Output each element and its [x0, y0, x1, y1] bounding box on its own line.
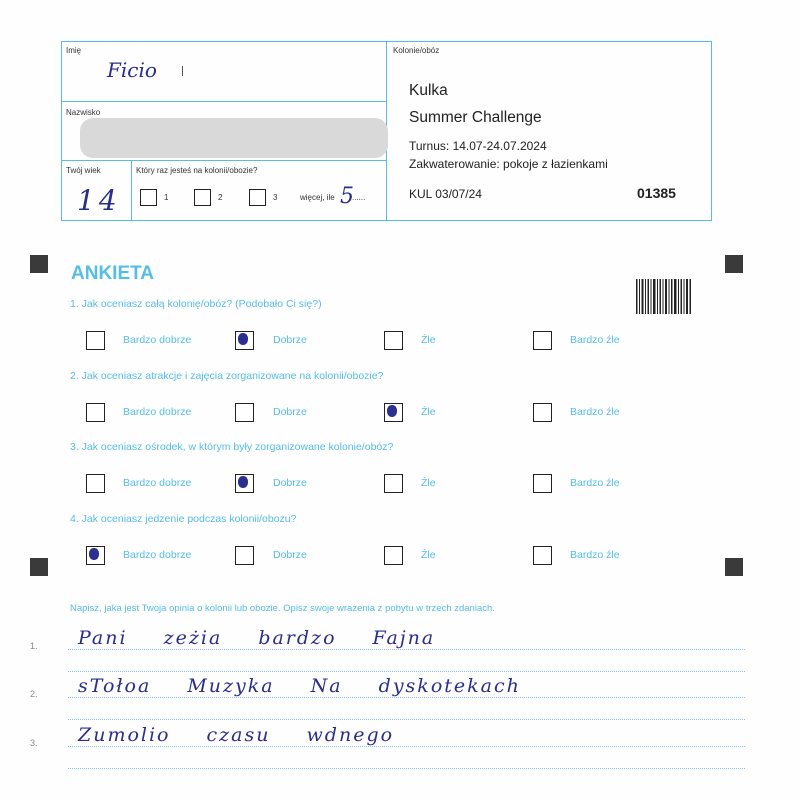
- question-2-text: 2. Jak oceniasz atrakcje i zajęcia zorganizowane na kolonii/obozie?: [70, 370, 384, 382]
- question-3-option-3-checkbox[interactable]: [384, 474, 403, 493]
- wiek-label: Twój wiek: [66, 166, 101, 175]
- wiecej-dots: ......: [352, 193, 366, 202]
- wiek-value: 14: [77, 184, 121, 217]
- opinion-line-1-number: 1.: [30, 641, 38, 651]
- visit-option-3-label: 3: [273, 193, 278, 202]
- opinion-line-3-dotted-rule: [68, 746, 745, 747]
- question-1-option-1-label: Bardzo dobrze: [123, 334, 192, 346]
- camp-name-1: Kulka: [409, 82, 448, 99]
- question-4-option-3-label: Źle: [421, 549, 436, 561]
- opinion-prompt: Napisz, jaka jest Twoja opinia o kolonii lub obozie. Opisz swoje wrażenia z pobytu w trzech zdaniach.: [70, 603, 495, 614]
- opinion-line-2-number: 2.: [30, 689, 38, 699]
- question-1-option-4-checkbox[interactable]: [533, 331, 552, 350]
- visit-option-3-checkbox[interactable]: [249, 189, 266, 206]
- question-3-option-4-label: Bardzo źle: [570, 477, 620, 489]
- visit-option-2-label: 2: [218, 193, 223, 202]
- header-divider-3: [131, 160, 132, 221]
- question-4-option-4-label: Bardzo źle: [570, 549, 620, 561]
- imie-label: Imię: [66, 46, 82, 55]
- question-1-text: 1. Jak oceniasz całą kolonię/obóz? (Podobało Ci się?): [70, 298, 322, 310]
- ktory-raz-label: Który raz jesteś na kolonii/obozie?: [136, 166, 258, 175]
- question-1-option-4-label: Bardzo źle: [570, 334, 620, 346]
- question-2-option-1-label: Bardzo dobrze: [123, 406, 192, 418]
- question-4-option-3-checkbox[interactable]: [384, 546, 403, 565]
- opinion-line-3-dotted-rule-lower: [68, 768, 745, 769]
- turnus: Turnus: 14.07-24.07.2024: [409, 139, 547, 153]
- question-3-option-2-checkbox[interactable]: [235, 474, 254, 493]
- question-4-option-2-checkbox[interactable]: [235, 546, 254, 565]
- survey-title: ANKIETA: [71, 263, 155, 284]
- imie-mark: [182, 66, 183, 76]
- nazwisko-redacted: [80, 118, 388, 158]
- form-number: 01385: [637, 185, 676, 201]
- question-4-option-4-checkbox[interactable]: [533, 546, 552, 565]
- barcode: [636, 279, 691, 314]
- question-4-option-1-label: Bardzo dobrze: [123, 549, 192, 561]
- camp-name-2: Summer Challenge: [409, 109, 542, 126]
- question-2-option-2-checkbox[interactable]: [235, 403, 254, 422]
- visit-option-1-label: 1: [164, 193, 169, 202]
- opinion-line-2-dotted-rule-lower: [68, 719, 745, 720]
- wiecej-value: 5: [340, 184, 354, 209]
- question-3-text: 3. Jak oceniasz ośrodek, w którym były zorganizowane kolonie/obóz?: [70, 441, 394, 453]
- wiecej-label: więcej, ile: [300, 193, 335, 202]
- zakwaterowanie: Zakwaterowanie: pokoje z łazienkami: [409, 157, 608, 171]
- question-2-option-1-checkbox[interactable]: [86, 403, 105, 422]
- question-3-option-3-label: Źle: [421, 477, 436, 489]
- registration-marker-top-left: [30, 255, 48, 273]
- camp-code: KUL 03/07/24: [409, 187, 482, 201]
- question-2-option-4-checkbox[interactable]: [533, 403, 552, 422]
- question-1-option-2-checkbox[interactable]: [235, 331, 254, 350]
- question-4-option-1-checkbox[interactable]: [86, 546, 105, 565]
- opinion-line-3-text[interactable]: Zumolio czasu wdnego: [78, 724, 395, 746]
- question-2-option-4-label: Bardzo źle: [570, 406, 620, 418]
- opinion-line-1-dotted-rule-lower: [68, 671, 745, 672]
- question-3-option-1-checkbox[interactable]: [86, 474, 105, 493]
- visit-option-1-checkbox[interactable]: [140, 189, 157, 206]
- kolonie-label: Kolonie/obóz: [393, 46, 440, 55]
- question-3-option-1-label: Bardzo dobrze: [123, 477, 192, 489]
- question-3-option-2-label: Dobrze: [273, 477, 307, 489]
- question-1-option-1-checkbox[interactable]: [86, 331, 105, 350]
- question-1-option-2-label: Dobrze: [273, 334, 307, 346]
- registration-marker-top-right: [725, 255, 743, 273]
- header-divider-1: [61, 101, 386, 102]
- question-3-option-4-checkbox[interactable]: [533, 474, 552, 493]
- registration-marker-bottom-left: [30, 558, 48, 576]
- imie-value: Ficio: [107, 58, 157, 82]
- opinion-line-1-text[interactable]: Pani zeżia bardzo Fajna: [78, 627, 436, 649]
- question-2-option-3-checkbox[interactable]: [384, 403, 403, 422]
- registration-marker-bottom-right: [725, 558, 743, 576]
- opinion-line-3-number: 3.: [30, 738, 38, 748]
- question-2-option-3-label: Źle: [421, 406, 436, 418]
- header-divider-2: [61, 160, 386, 161]
- opinion-line-1-dotted-rule: [68, 649, 745, 650]
- question-2-option-2-label: Dobrze: [273, 406, 307, 418]
- question-4-option-2-label: Dobrze: [273, 549, 307, 561]
- nazwisko-label: Nazwisko: [66, 108, 101, 117]
- visit-option-2-checkbox[interactable]: [194, 189, 211, 206]
- question-1-option-3-checkbox[interactable]: [384, 331, 403, 350]
- question-1-option-3-label: Źle: [421, 334, 436, 346]
- question-4-text: 4. Jak oceniasz jedzenie podczas kolonii/obozu?: [70, 513, 297, 525]
- opinion-line-2-text[interactable]: sTołoa Muzyka Na dyskotekach: [78, 675, 521, 697]
- opinion-line-2-dotted-rule: [68, 697, 745, 698]
